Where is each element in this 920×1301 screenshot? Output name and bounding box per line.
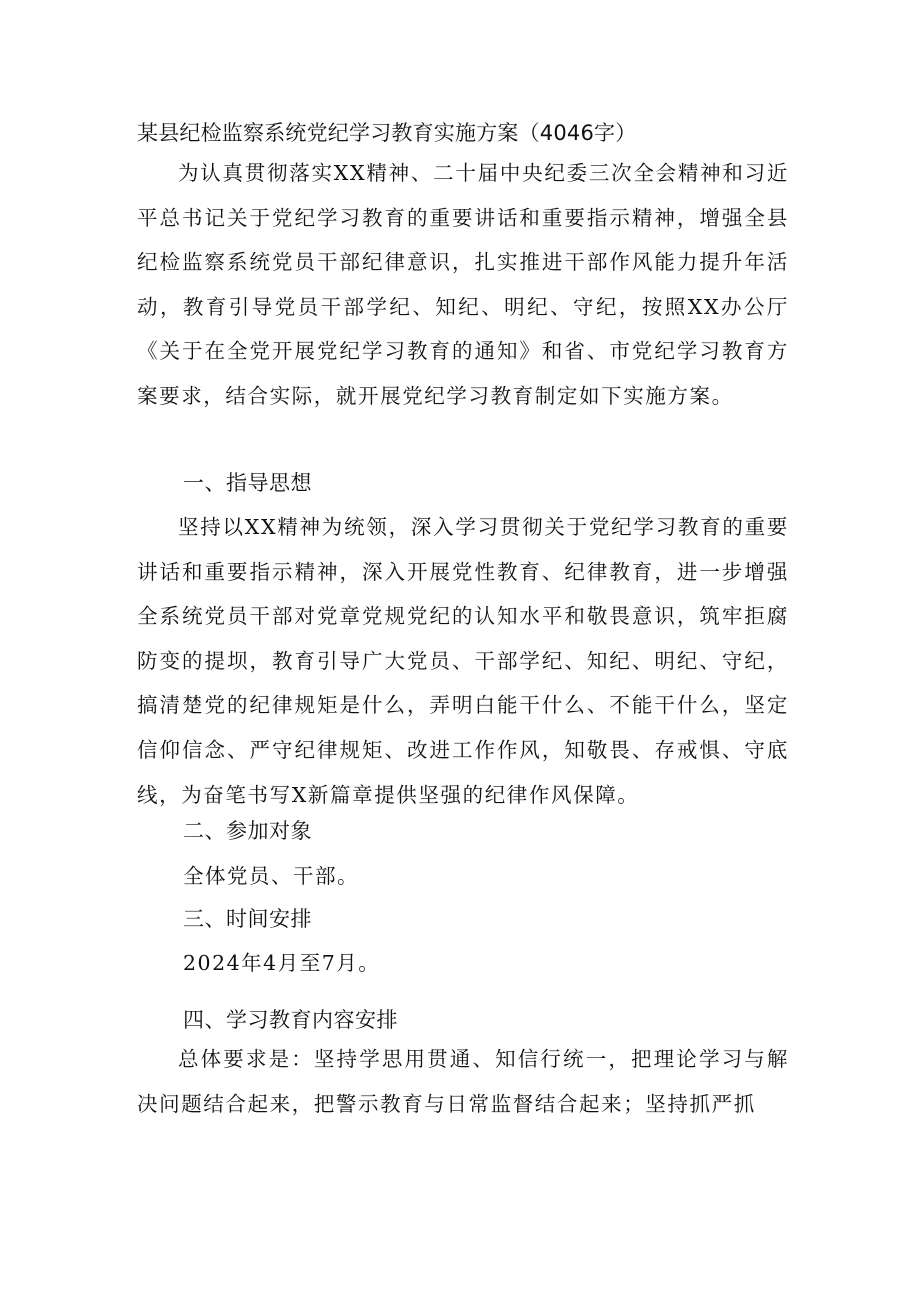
- section-heading-content-arrangement: 四、学习教育内容安排: [183, 1008, 398, 1032]
- intro-paragraph: 为认真贯彻落实XX精神、二十届中央纪委三次全会精神和习近平总书记关于党纪学习教育的重要讲话和重要指示精神，增强全县纪检监察系统党员干部纪律意识，扎实推进干部作风能力提升年活动，教育引导党员干部学纪、知纪、明纪、守纪，按照XX办公厅《关于在全党开展党纪学习教育的通知》和省、市党纪学习教育方案要求，结合实际，就开展党纪学习教育制定如下实施方案。: [137, 161, 789, 408]
- document-title: 某县纪检监察系统党纪学习教育实施方案（4046字）: [137, 121, 637, 145]
- section-heading-schedule: 三、时间安排: [183, 907, 312, 931]
- section-body-guiding-ideology: 坚持以XX精神为统领，深入学习贯彻关于党纪学习教育的重要讲话和重要指示精神，深入开展党性教育、纪律教育，进一步增强全系统党员干部对党章党规党纪的认知水平和敬畏意识，筑牢拒腐防变的提坝，教育引导广大党员、干部学纪、知纪、明纪、守纪，搞清楚党的纪律规矩是什么，弄明白能干什么、不能干什么，坚定信仰信念、严守纪律规矩、改进工作作风，知敬畏、存戒惧、守底线，为奋笔书写X新篇章提供坚强的纪律作风保障。: [137, 515, 789, 807]
- section-body-participants: 全体党员、干部。: [183, 864, 359, 888]
- section-heading-guiding-ideology: 一、指导思想: [183, 471, 312, 495]
- section-body-schedule: 2024年4月至7月。: [183, 951, 381, 975]
- section-heading-participants: 二、参加对象: [183, 819, 312, 843]
- section-body-content-arrangement: 总体要求是：坚持学思用贯通、知信行统一，把理论学习与解决问题结合起来，把警示教育与日常监督结合起来；坚持抓严抓: [137, 1047, 789, 1116]
